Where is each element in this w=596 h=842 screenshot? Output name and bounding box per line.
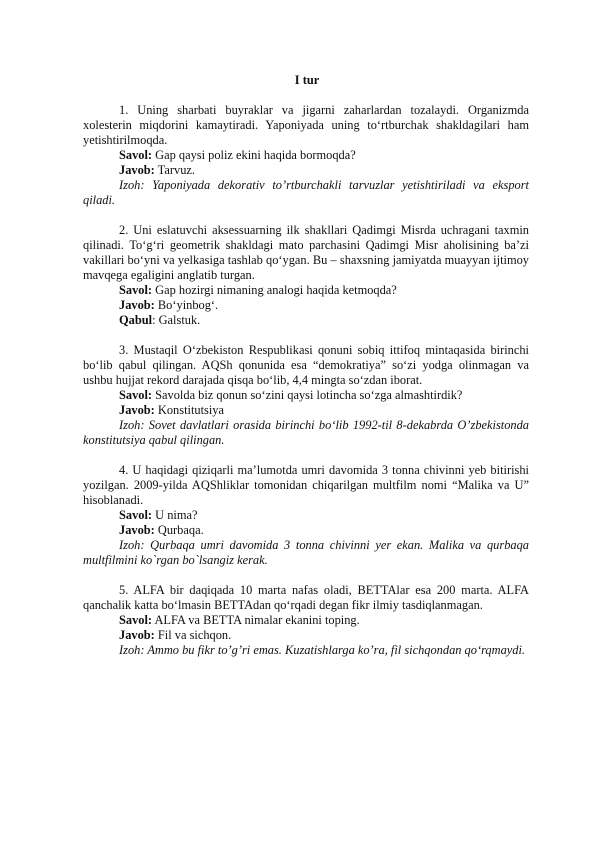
javob-line: [119, 403, 529, 418]
javob-line: [119, 628, 529, 643]
question-3: [83, 343, 529, 448]
savol-line: [119, 388, 529, 403]
question-text: 3. Mustaqil O‘zbekiston Respublikasi qonuni sobiq ittifoq mintaqasida birinchi bo‘lib qabul qilingan. AQSh qonunida esa “demokratiya” so‘zi yodga olinmagan va ushbu hujjat rekord darajada qisqa bo‘lib, 4,4 mingta so‘zdan iborat.: [83, 343, 529, 387]
page-title: I tur: [294, 73, 320, 87]
question-text: 4. U haqidagi qiziqarli ma’lumotda umri davomida 3 tonna chivinni yeb bitirishi yozilgan. 2009-yilda AQShliklar tomonidan chiqarilgan multfilm nomi “Malika va U” hisoblanadi.: [83, 463, 529, 507]
savol-text: Gap qaysi poliz ekini haqida bormoqda?: [152, 148, 356, 162]
javob-label: Javob:: [119, 403, 155, 417]
document-page: [83, 73, 529, 673]
izoh-text: Izoh: Yaponiyada dekorativ to’rtburchakli tarvuzlar yetishtiriladi va eksport qiladi.: [83, 178, 529, 207]
javob-text: Bo‘yinbog‘.: [154, 298, 219, 312]
qabul-text: : Galstuk.: [152, 313, 201, 327]
javob-text: Qurbaqa.: [154, 523, 204, 537]
savol-text: U nima?: [152, 508, 198, 522]
savol-text: ALFA va BETTA nimalar ekanini toping.: [152, 613, 360, 627]
javob-text: Konstitutsiya: [154, 403, 224, 417]
savol-label: Savol:: [119, 148, 153, 162]
izoh-text: Izoh: Sovet davlatlari orasida birinchi bo‘lib 1992-til 8-dekabrda O’zbekistonda konstitutsiya qabul qilingan.: [83, 418, 529, 447]
question-5: [83, 583, 529, 658]
javob-label: Javob:: [119, 628, 155, 642]
javob-text: Fil va sichqon.: [154, 628, 232, 642]
javob-line: [119, 163, 529, 178]
javob-text: Tarvuz.: [154, 163, 196, 177]
question-text: 1. Uning sharbati buyraklar va jigarni zaharlardan tozalaydi. Organizmda xolesterin miqdorini kamaytiradi. Yaponiyada uning to‘rtburchak shakldagilari ham yetishtirilmoqda.: [83, 103, 529, 147]
savol-label: Savol:: [119, 388, 153, 402]
savol-line: [119, 508, 529, 523]
javob-label: Javob:: [119, 298, 155, 312]
izoh-text: Izoh: Qurbaqa umri davomida 3 tonna chivinni yer ekan. Malika va qurbaqa multfilmini ko`rgan bo`lsangiz kerak.: [83, 538, 529, 567]
qabul-line: [119, 313, 529, 328]
savol-line: [119, 613, 529, 628]
javob-line: [119, 523, 529, 538]
javob-label: Javob:: [119, 163, 155, 177]
savol-label: Savol:: [119, 283, 153, 297]
question-1: [83, 103, 529, 208]
savol-label: Savol:: [119, 613, 153, 627]
savol-text: Savolda biz qonun so‘zini qaysi lotincha so‘zga almashtirdik?: [152, 388, 463, 402]
question-2: [83, 223, 529, 328]
izoh-text: Izoh: Ammo bu fikr to’g’ri emas. Kuzatishlarga ko’ra, fil sichqondan qo‘rqmaydi.: [119, 643, 526, 657]
savol-text: Gap hozirgi nimaning analogi haqida ketmoqda?: [152, 283, 397, 297]
question-4: [83, 463, 529, 568]
javob-line: [119, 298, 529, 313]
qabul-label: Qabul: [119, 313, 153, 327]
question-text: 2. Uni eslatuvchi aksessuarning ilk shakllari Qadimgi Misrda uchragani taxmin qilinadi. To‘g‘ri geometrik shakldagi mato parchasini Qadimgi Misr aholisining ba’zi vakillari bo‘yni va yelkasiga tashlab qo‘ygan. Bu – shaxsning jamiyatda muayyan ijtimoy mavqega egaligini anglatib turgan.: [83, 223, 529, 282]
savol-line: [119, 283, 529, 298]
javob-label: Javob:: [119, 523, 155, 537]
savol-line: [119, 148, 529, 163]
question-text: 5. ALFA bir daqiqada 10 marta nafas oladi, BETTAlar esa 200 marta. ALFA qanchalik katta bo‘lmasin BETTAdan qo‘rqadi degan fikr ilmiy tasdiqlanmagan.: [83, 583, 529, 612]
savol-label: Savol:: [119, 508, 153, 522]
